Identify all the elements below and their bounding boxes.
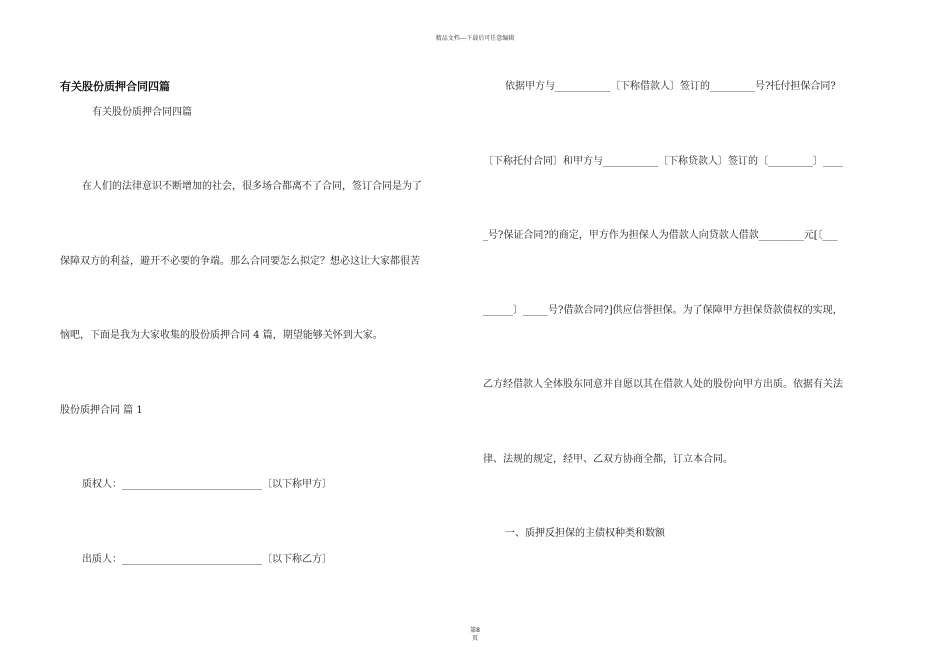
paragraph-line: 依据甲方与___________〔下称借款人〕签订的_________号?托付担保合同? (505, 81, 836, 92)
header-note: 精品文档---下载后可任意编辑 (435, 35, 515, 42)
document-subtitle: 有关股份质押合同四篇 (92, 107, 192, 118)
page-number (0, 627, 950, 643)
document-title: 有关股份质押合同四篇 (60, 80, 170, 93)
paragraph-line: _号?保证合同?的商定，甲方作为担保人为借款人向贷款人借款_________元[〔___ (483, 230, 838, 241)
paragraph-line: 保障双方的利益，避开不必要的争端。那么合同要怎么拟定？想必这让大家都很苦 (60, 256, 420, 267)
paragraph-line: 律、法规的规定，经甲、乙双方协商全都，订立本合同。 (483, 454, 733, 465)
paragraph-line: 乙方经借款人全体股东同意并自愿以其在借款人处的股份向甲方出质。依据有关法 (483, 379, 843, 390)
section-heading: 股份质押合同 篇 1 (60, 405, 143, 416)
page-number-prefix: 第 (470, 627, 477, 634)
paragraph-line: 恼吧，下面是我为大家收集的股份质押合同 4 篇，期望能够关怀到大家。 (60, 330, 383, 341)
pledgor-line: 出质人：____________________________〔以下称乙方〕 (82, 554, 332, 565)
paragraph-line: 〔下称托付合同〕和甲方与___________〔下称贷款人〕签订的〔_________〕____ (483, 156, 843, 167)
pledgee-line: 质权人：____________________________〔以下称甲方〕 (82, 479, 332, 490)
page-number-suffix: 页 (471, 635, 478, 642)
clause-heading: 一、质押反担保的主债权种类和数额 (505, 528, 665, 539)
paragraph-line: ______〕_____号?借款合同?]供应信誉担保。为了保障甲方担保贷款债权的实现， (483, 305, 843, 316)
paragraph-line: 在人们的法律意识不断增加的社会，很多场合都离不了合同，签订合同是为了 (82, 181, 422, 192)
page-number-value: 8 (476, 627, 480, 634)
